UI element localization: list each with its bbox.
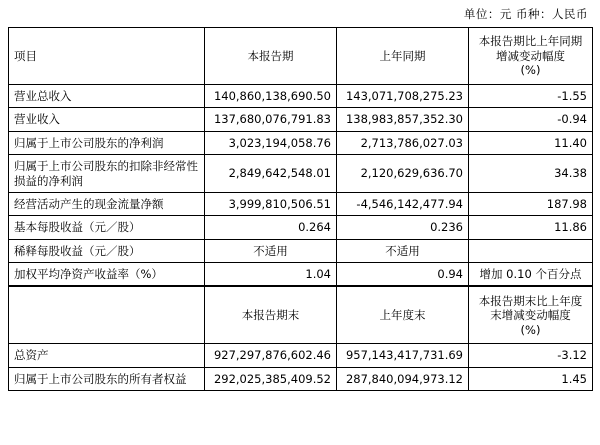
row-item-label: 归属于上市公司股东的净利润	[9, 131, 205, 154]
table-row	[9, 192, 593, 215]
table-header-row	[9, 28, 593, 85]
row-current-value: 137,680,076,791.83	[205, 108, 337, 131]
header-change	[469, 287, 593, 344]
header-item	[9, 287, 205, 344]
table-row	[9, 239, 593, 262]
row-current-value: 292,025,385,409.52	[205, 367, 337, 390]
header-current-period-end: 本报告期末	[205, 287, 337, 344]
table-row	[9, 131, 593, 154]
table-row	[9, 367, 593, 390]
table-header-row	[9, 287, 593, 344]
row-item-label: 基本每股收益（元／股）	[9, 216, 205, 239]
row-prior-value: 957,143,417,731.69	[337, 344, 469, 367]
row-change-value: 1.45	[469, 367, 593, 390]
row-prior-value: 不适用	[337, 239, 469, 262]
header-change-unit: (%)	[520, 63, 541, 78]
row-prior-value: 2,713,786,027.03	[337, 131, 469, 154]
row-current-value: 1.04	[205, 263, 337, 286]
header-prior-period: 上年同期	[337, 28, 469, 85]
row-change-value: 187.98	[469, 192, 593, 215]
header-current-period: 本报告期	[205, 28, 337, 85]
table-row	[9, 263, 593, 286]
row-item-label: 营业总收入	[9, 85, 205, 108]
table-row	[9, 108, 593, 131]
row-item-label: 营业收入	[9, 108, 205, 131]
table-row	[9, 155, 593, 193]
row-prior-value: -4,546,142,477.94	[337, 192, 469, 215]
unit-note: 单位：元 币种：人民币	[463, 7, 588, 21]
row-current-value: 2,849,642,548.01	[205, 155, 337, 193]
row-current-value: 140,860,138,690.50	[205, 85, 337, 108]
row-change-value: 11.86	[469, 216, 593, 239]
header-change	[469, 28, 593, 85]
row-prior-value: 143,071,708,275.23	[337, 85, 469, 108]
row-item-label: 总资产	[9, 344, 205, 367]
table-row	[9, 85, 593, 108]
row-item-label: 归属于上市公司股东的扣除非经常性损益的净利润	[9, 155, 205, 193]
header-change-label: 本报告期末比上年度末增减变动幅度	[478, 293, 583, 323]
row-change-value: 增加 0.10 个百分点	[469, 263, 593, 286]
row-prior-value: 2,120,629,636.70	[337, 155, 469, 193]
row-current-value: 3,023,194,058.76	[205, 131, 337, 154]
row-item-label: 稀释每股收益（元／股）	[9, 239, 205, 262]
header-change-unit: (%)	[520, 322, 541, 337]
header-change-label: 本报告期比上年同期增减变动幅度	[478, 34, 583, 63]
row-current-value: 927,297,876,602.46	[205, 344, 337, 367]
table-row	[9, 344, 593, 367]
period-results-table	[8, 27, 593, 286]
header-item: 项目	[9, 28, 205, 85]
row-change-value: 34.38	[469, 155, 593, 193]
table-row	[9, 216, 593, 239]
row-change-value: -3.12	[469, 344, 593, 367]
row-change-value: -1.55	[469, 85, 593, 108]
row-current-value: 0.264	[205, 216, 337, 239]
row-current-value: 不适用	[205, 239, 337, 262]
row-current-value: 3,999,810,506.51	[205, 192, 337, 215]
row-change-value: -0.94	[469, 108, 593, 131]
balance-sheet-table	[8, 286, 593, 391]
header-prior-year-end: 上年度末	[337, 287, 469, 344]
row-item-label: 加权平均净资产收益率（%）	[9, 263, 205, 286]
row-prior-value: 138,983,857,352.30	[337, 108, 469, 131]
row-item-label: 经营活动产生的现金流量净额	[9, 192, 205, 215]
row-prior-value: 0.236	[337, 216, 469, 239]
row-prior-value: 287,840,094,973.12	[337, 367, 469, 390]
row-change-value: 11.40	[469, 131, 593, 154]
row-change-value	[469, 239, 593, 262]
row-item-label: 归属于上市公司股东的所有者权益	[9, 367, 205, 390]
row-prior-value: 0.94	[337, 263, 469, 286]
